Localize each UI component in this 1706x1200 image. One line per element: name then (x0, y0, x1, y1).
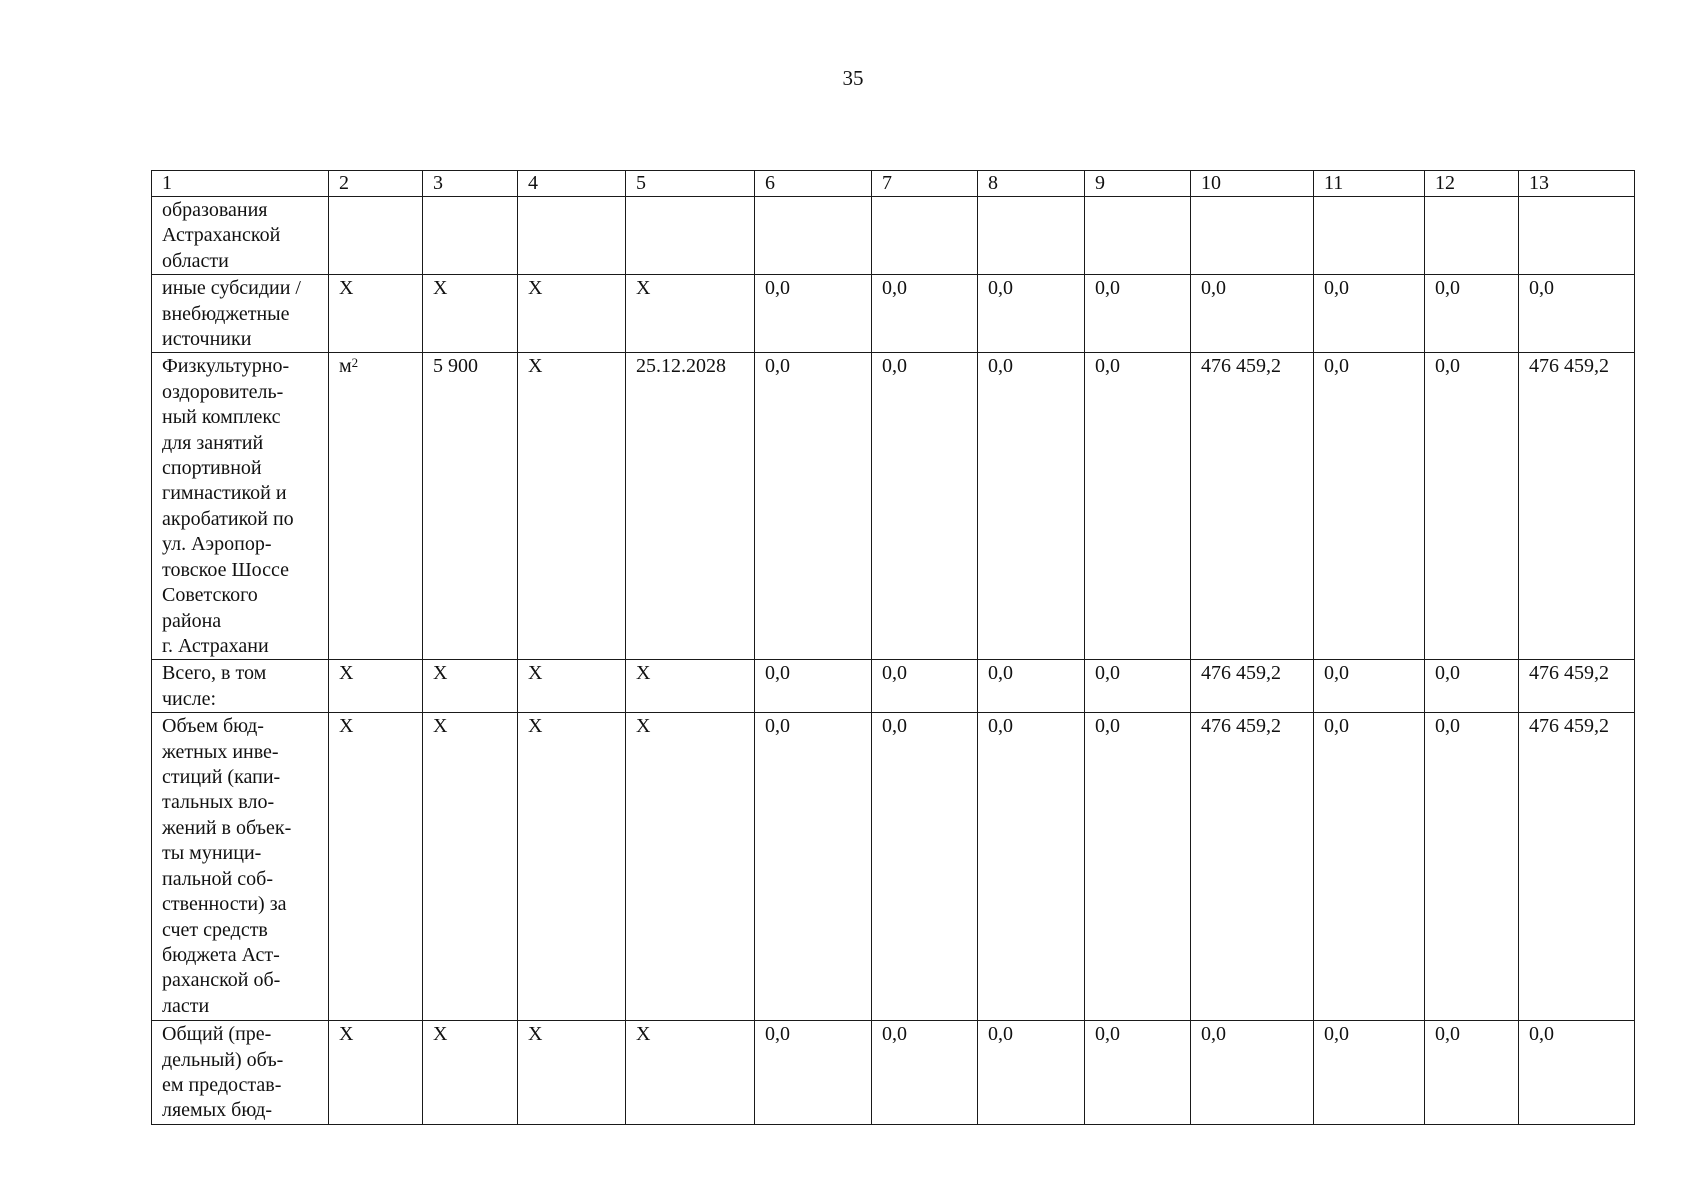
table-cell: 0,0 (978, 713, 1085, 1021)
table-cell: 0,0 (1425, 713, 1519, 1021)
table-cell: 0,0 (872, 353, 978, 660)
table-cell: X (423, 275, 518, 353)
header-cell: 2 (329, 171, 423, 197)
page-number: 35 (842, 66, 864, 90)
table-row (152, 353, 1635, 660)
table-cell: 0,0 (978, 353, 1085, 660)
table-cell: 0,0 (1314, 660, 1425, 713)
table-cell: 476 459,2 (1519, 353, 1635, 660)
table-cell: 0,0 (1314, 275, 1425, 353)
table-cell: 0,0 (1519, 275, 1635, 353)
row-label: Объем бюд- жетных инве- стиций (капи- тальных вло- жений в объек- ты муници- пальной соб- ственности) за счет средств бюджета Аст- раханской об- ласти (152, 713, 329, 1021)
table-cell: 0,0 (1314, 353, 1425, 660)
table-row (152, 660, 1635, 713)
table-cell: X (329, 1021, 423, 1125)
header-cell: 13 (1519, 171, 1635, 197)
table-cell (1314, 197, 1425, 275)
table-cell: X (423, 660, 518, 713)
table-cell (1519, 197, 1635, 275)
table-cell: 0,0 (1085, 275, 1191, 353)
table-cell: 0,0 (1314, 1021, 1425, 1125)
header-cell: 9 (1085, 171, 1191, 197)
table-cell: 0,0 (1425, 1021, 1519, 1125)
header-cell: 1 (152, 171, 329, 197)
table-cell: 0,0 (872, 660, 978, 713)
table-cell (1425, 197, 1519, 275)
header-cell: 7 (872, 171, 978, 197)
table-row (152, 713, 1635, 1021)
row-label: образования Астраханской области (152, 197, 329, 275)
unit-cell (329, 353, 423, 660)
table-cell: X (329, 660, 423, 713)
table-cell: 0,0 (1191, 1021, 1314, 1125)
table-cell: 0,0 (872, 1021, 978, 1125)
table-cell: 0,0 (755, 713, 872, 1021)
table-cell: X (423, 1021, 518, 1125)
table-cell: 0,0 (1085, 713, 1191, 1021)
header-cell: 10 (1191, 171, 1314, 197)
table-cell (1085, 197, 1191, 275)
table-cell: 0,0 (1425, 353, 1519, 660)
table-cell: 0,0 (755, 353, 872, 660)
table-cell: 476 459,2 (1191, 660, 1314, 713)
table-cell (626, 197, 755, 275)
table-cell: 0,0 (978, 1021, 1085, 1125)
table-cell: 0,0 (978, 660, 1085, 713)
header-cell: 11 (1314, 171, 1425, 197)
table-cell: 0,0 (1425, 275, 1519, 353)
header-cell: 5 (626, 171, 755, 197)
data-table (151, 170, 1635, 1125)
table-cell: 0,0 (978, 275, 1085, 353)
table-cell: X (626, 660, 755, 713)
table-row (152, 197, 1635, 275)
table-cell (978, 197, 1085, 275)
table-cell (329, 197, 423, 275)
table-cell: X (518, 353, 626, 660)
table-cell: 0,0 (872, 713, 978, 1021)
row-label: Физкультурно- оздоровитель- ный комплекс для занятий спортивной гимнастикой и акробатикой по ул. Аэропор- товское Шоссе Советского района г. Астрахани (152, 353, 329, 660)
header-cell: 6 (755, 171, 872, 197)
table-cell: 0,0 (1191, 275, 1314, 353)
table-cell: 476 459,2 (1191, 713, 1314, 1021)
table-cell: X (518, 1021, 626, 1125)
header-cell: 3 (423, 171, 518, 197)
row-label: Общий (пре- дельный) объ- ем предостав- ляемых бюд- (152, 1021, 329, 1125)
table-cell: 0,0 (872, 275, 978, 353)
table-cell: 0,0 (1085, 1021, 1191, 1125)
row-label: иные субсидии / внебюджетные источники (152, 275, 329, 353)
table-cell: 0,0 (1314, 713, 1425, 1021)
row-label: Всего, в том числе: (152, 660, 329, 713)
table-cell: X (518, 660, 626, 713)
table-cell: X (329, 713, 423, 1021)
table-cell: X (626, 1021, 755, 1125)
table-cell: X (329, 275, 423, 353)
table-cell: X (518, 713, 626, 1021)
table-cell: 476 459,2 (1191, 353, 1314, 660)
header-cell: 4 (518, 171, 626, 197)
table-row (152, 275, 1635, 353)
table-cell: 0,0 (1085, 660, 1191, 713)
table-cell: 0,0 (755, 1021, 872, 1125)
table-cell: 0,0 (1085, 353, 1191, 660)
table-cell (423, 197, 518, 275)
table-cell: 0,0 (755, 275, 872, 353)
table-cell: 476 459,2 (1519, 660, 1635, 713)
table-cell: 25.12.2028 (626, 353, 755, 660)
table-cell: X (518, 275, 626, 353)
unit-superscript: 2 (351, 355, 359, 371)
table-cell (755, 197, 872, 275)
table-cell (872, 197, 978, 275)
table-cell: 5 900 (423, 353, 518, 660)
header-cell: 8 (978, 171, 1085, 197)
table-cell: X (626, 275, 755, 353)
table-cell: 0,0 (1519, 1021, 1635, 1125)
table-cell: 0,0 (1425, 660, 1519, 713)
table-header-row (152, 171, 1635, 197)
table-cell: 0,0 (755, 660, 872, 713)
table-cell: X (423, 713, 518, 1021)
table-cell: 476 459,2 (1519, 713, 1635, 1021)
table-cell (1191, 197, 1314, 275)
table-row (152, 1021, 1635, 1125)
table-cell (518, 197, 626, 275)
unit-base: м (339, 355, 352, 378)
table-cell: X (626, 713, 755, 1021)
header-cell: 12 (1425, 171, 1519, 197)
